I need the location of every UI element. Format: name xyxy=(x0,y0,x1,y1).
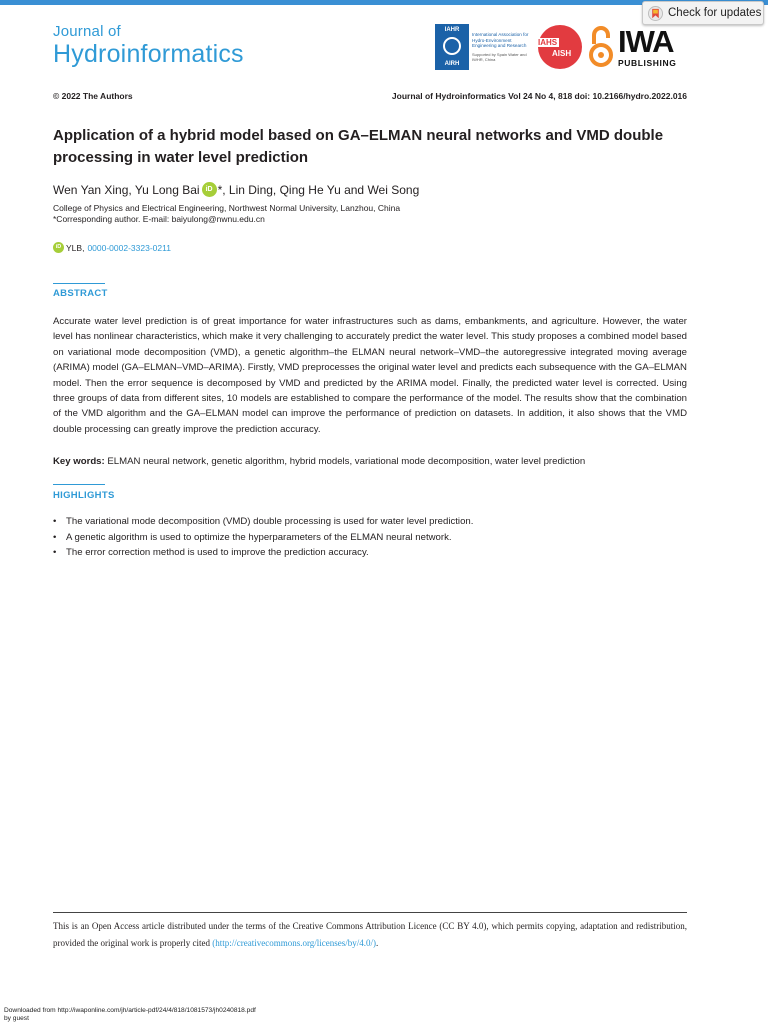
orcid-initials: YLB, xyxy=(66,242,85,253)
open-access-text: This is an Open Access article distributed under the terms of the Creative Commons Attribution Licence (CC BY 4.0), which permits copying, adaptation and redistribution, provided the original work is properly cited xyxy=(53,921,687,948)
download-line2: by guest xyxy=(4,1015,29,1022)
keywords-text: ELMAN neural network, genetic algorithm, hybrid models, variational mode decomposition, water level prediction xyxy=(107,456,586,467)
highlight-text: A genetic algorithm is used to optimize the hyperparameters of the ELMAN neural network. xyxy=(66,531,452,543)
iahr-support-text: Supported by Spain Water and IWHR, China xyxy=(472,52,527,63)
journal-logo-line1: Journal of xyxy=(53,23,121,40)
keywords xyxy=(53,456,585,467)
highlights-rule xyxy=(53,484,105,485)
affiliation-institution: College of Physics and Electrical Engineering, Northwest Normal University, Lanzhou, China xyxy=(53,203,401,213)
highlight-text: The error correction method is used to improve the prediction accuracy. xyxy=(66,547,369,558)
highlights-heading: HIGHLIGHTS xyxy=(53,490,115,501)
iahr-logo-bottom: AIRH xyxy=(444,61,460,67)
iahr-logo xyxy=(435,24,469,70)
iahr-logo-top: IAHR xyxy=(444,27,460,33)
abstract-text: Accurate water level prediction is of great importance for water infrastructures such as dams, embankments, and agriculture. However, the water level has nonlinear characteristics, which make it very challenging to accurately predict the water level. This study proposes a combined model based on variational mode decomposition (VMD), a genetic algorithm–the ELMAN neural network–VMD–the autoregressive integrated moving average (ARIMA) model (GA–ELMAN–VMD–ARIMA). Firstly, VMD preprocesses the original water level and predicts each subsequence with the GA–ELMAN model. Then the error sequence is decomposed by VMD and predicted by the ARIMA model. Finally, the predicted water level is corrected. Using three groups of data from different sites, 10 models are established to compare the performance of the model. The results show that the combination of the VMD algorithm and the GA–ELMAN model can improve the performance of prediction on datasets. In addition, it also shows that the VMD double processing can greatly improve the prediction accuracy. xyxy=(53,316,687,435)
check-for-updates-label: Check for updates xyxy=(668,7,762,19)
iahr-name xyxy=(472,32,534,62)
iwa-publishing-logo xyxy=(618,23,680,68)
iwa-publishing-text: PUBLISHING xyxy=(618,57,677,68)
globe-icon xyxy=(443,37,461,55)
list-item xyxy=(53,545,687,561)
iwa-logo-text: IWA xyxy=(618,23,674,59)
author-list xyxy=(53,182,419,197)
affiliation xyxy=(53,203,400,225)
keywords-label: Key words: xyxy=(53,456,105,467)
footer-rule xyxy=(53,912,687,913)
licence-link[interactable]: (http://creativecommons.org/licenses/by/4.0/) xyxy=(212,938,377,948)
bullet-icon: • xyxy=(53,516,57,527)
list-item xyxy=(53,530,687,546)
abstract-rule xyxy=(53,283,105,284)
article-title: Application of a hybrid model based on GA–ELMAN neural networks and VMD double processing in water level prediction xyxy=(53,127,664,166)
open-access-lock-icon xyxy=(588,24,614,70)
bullet-icon: • xyxy=(53,547,57,558)
orcid-id-link[interactable]: 0000-0002-3323-0211 xyxy=(87,242,171,253)
highlight-text: The variational mode decomposition (VMD) double processing is used for water level prediction. xyxy=(66,516,474,527)
partner-logos xyxy=(435,22,680,72)
download-note xyxy=(4,1007,256,1023)
orcid-icon: iD xyxy=(53,242,64,253)
open-access-end: . xyxy=(376,938,379,948)
copyright: © 2022 The Authors xyxy=(53,91,133,101)
download-line1: Downloaded from http://iwaponline.com/jh/article-pdf/24/4/818/1081573/jh0240818.pdf xyxy=(4,1007,256,1014)
bullet-icon: • xyxy=(53,531,57,543)
authors-part2: *, Lin Ding, Qing He Yu and Wei Song xyxy=(217,182,420,197)
list-item xyxy=(53,514,687,530)
abstract-heading: ABSTRACT xyxy=(53,288,108,299)
iahs-logo-line1: IAHS xyxy=(538,38,558,47)
article-meta xyxy=(53,91,687,101)
iahr-name-text: International Association for Hydro-Environment Engineering and Research xyxy=(472,31,529,49)
journal-logo xyxy=(53,24,244,67)
crossmark-icon xyxy=(648,6,663,21)
iahs-logo-line2: AISH xyxy=(552,49,572,58)
corresponding-author: *Corresponding author. E-mail: baiyulong@nwnu.edu.cn xyxy=(53,214,265,224)
journal-logo-line2: Hydroinformatics xyxy=(53,40,244,68)
authors-part1: Wen Yan Xing, Yu Long Bai xyxy=(53,182,200,197)
highlights-list xyxy=(53,514,687,561)
orcid-line xyxy=(53,242,171,253)
iahs-logo xyxy=(538,25,582,69)
citation: Journal of Hydroinformatics Vol 24 No 4, 818 doi: 10.2166/hydro.2022.016 xyxy=(391,91,687,101)
open-access-statement xyxy=(53,918,687,952)
orcid-icon[interactable]: iD xyxy=(202,182,217,197)
